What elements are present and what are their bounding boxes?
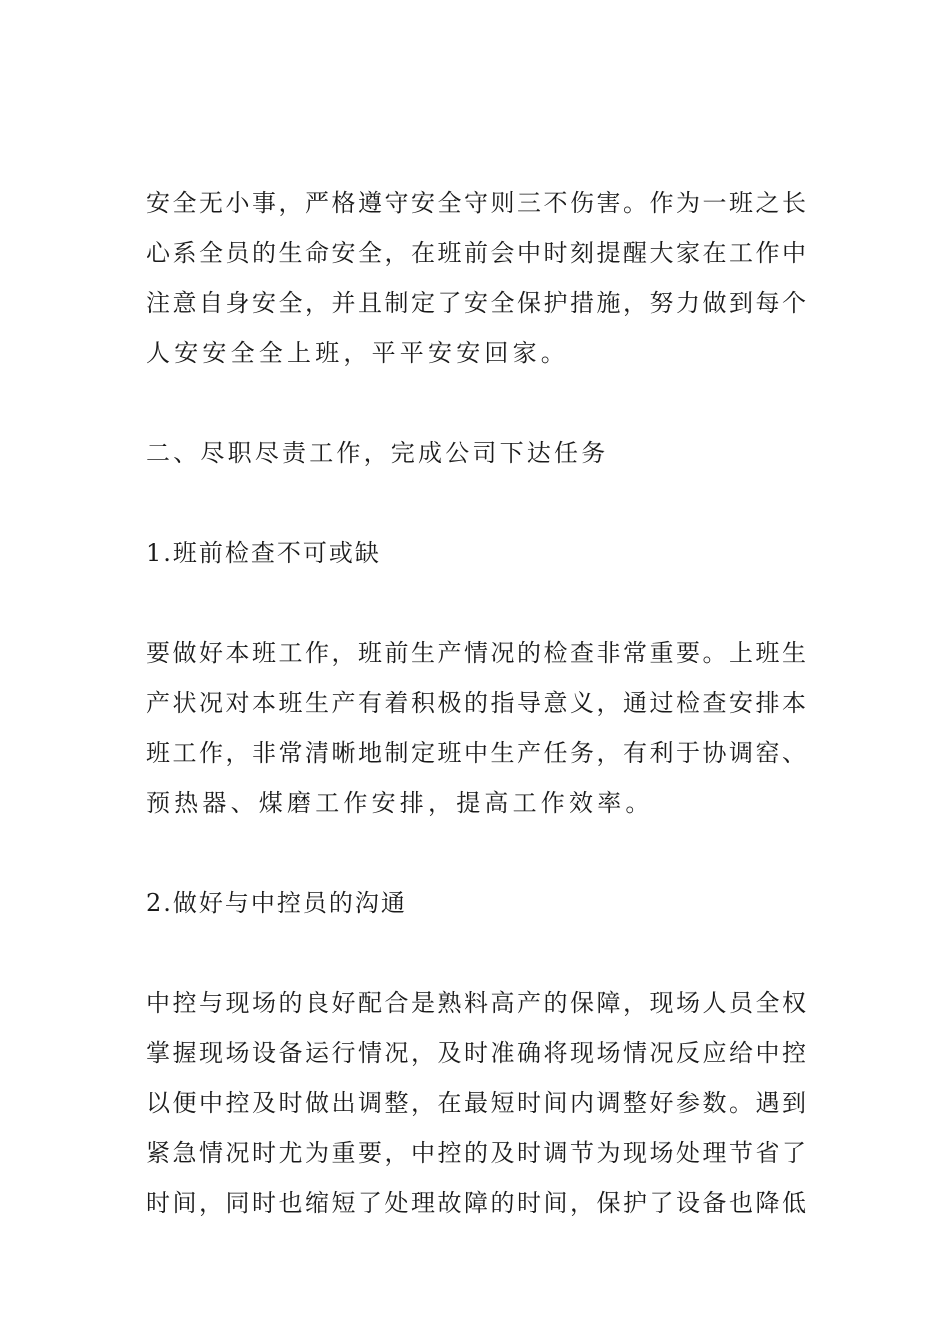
paragraph-line: 预热器、煤磨工作安排，提高工作效率。 bbox=[146, 789, 654, 817]
subsection-heading-2: 2.做好与中控员的沟通 bbox=[146, 889, 407, 917]
paragraph-central-control bbox=[146, 978, 806, 1228]
paragraph-line: 安全无小事，严格遵守安全守则三不伤害。作为一班之长 bbox=[146, 189, 806, 217]
paragraph-line: 心系全员的生命安全，在班前会中时刻提醒大家在工作中 bbox=[146, 239, 806, 267]
paragraph-line: 紧急情况时尤为重要，中控的及时调节为现场处理节省了 bbox=[146, 1139, 806, 1167]
paragraph-line: 中控与现场的良好配合是熟料高产的保障，现场人员全权 bbox=[146, 989, 806, 1017]
document-body bbox=[146, 178, 806, 1228]
paragraph-line: 班工作，非常清晰地制定班中生产任务，有利于协调窑、 bbox=[146, 739, 806, 767]
paragraph-line: 产状况对本班生产有着积极的指导意义，通过检查安排本 bbox=[146, 689, 806, 717]
paragraph-pre-shift-check bbox=[146, 628, 806, 828]
paragraph-line: 掌握现场设备运行情况，及时准确将现场情况反应给中控 bbox=[146, 1039, 806, 1067]
paragraph-line: 以便中控及时做出调整，在最短时间内调整好参数。遇到 bbox=[146, 1089, 806, 1117]
paragraph-safety bbox=[146, 178, 806, 378]
paragraph-line: 时间，同时也缩短了处理故障的时间，保护了设备也降低 bbox=[146, 1189, 806, 1217]
paragraph-line: 要做好本班工作，班前生产情况的检查非常重要。上班生 bbox=[146, 639, 806, 667]
paragraph-line: 注意自身安全，并且制定了安全保护措施，努力做到每个 bbox=[146, 289, 806, 317]
paragraph-line: 人安安全全上班，平平安安回家。 bbox=[146, 339, 569, 367]
subsection-heading-1: 1.班前检查不可或缺 bbox=[146, 539, 381, 567]
section-heading: 二、尽职尽责工作，完成公司下达任务 bbox=[146, 439, 609, 467]
